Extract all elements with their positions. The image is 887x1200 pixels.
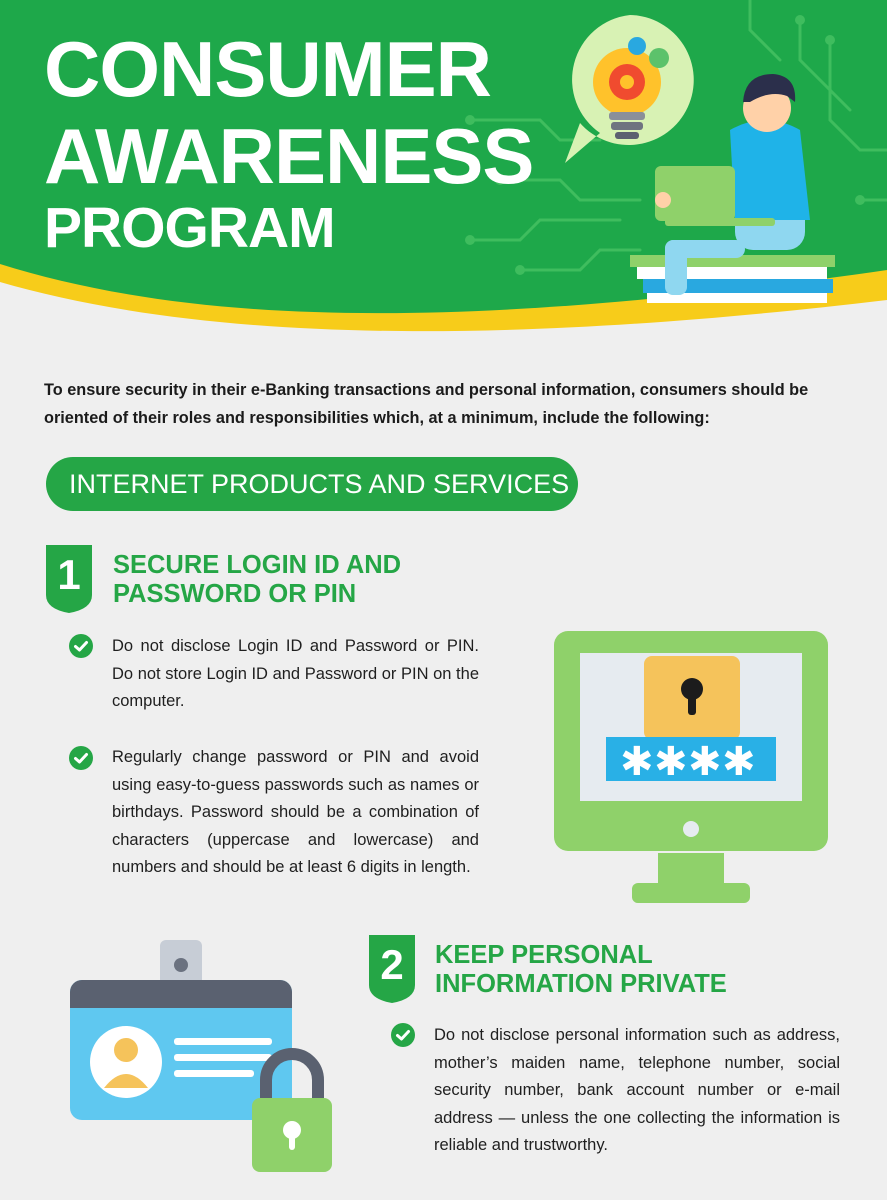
check-icon — [69, 634, 93, 658]
id-card-padlock-icon — [70, 940, 335, 1174]
person-with-laptop-and-lightbulb-icon — [555, 10, 855, 310]
svg-text:✱: ✱ — [722, 739, 756, 785]
computer-password-lock-icon — [554, 631, 830, 907]
item-2-bullet-1: Do not disclose personal information such as address, mother’s maiden name, telephone number, social security number, bank account number or e-mail address — unless the one collecting the information is reliable and trustworthy. — [434, 1026, 840, 1154]
svg-text:✱: ✱ — [688, 739, 722, 785]
section-heading: INTERNET PRODUCTS AND SERVICES — [46, 457, 578, 511]
svg-text:✱: ✱ — [654, 739, 688, 785]
item-1-title-line-1: SECURE LOGIN ID AND — [113, 551, 402, 579]
item-2-title-line-2: INFORMATION PRIVATE — [435, 970, 727, 998]
item-2-title-line-1: KEEP PERSONAL — [435, 941, 653, 969]
item-1-title-line-2: PASSWORD OR PIN — [113, 580, 357, 608]
item-2-number: 2 — [380, 941, 404, 988]
item-2-number-badge — [369, 935, 415, 1003]
svg-text:✱: ✱ — [620, 739, 654, 785]
check-icon — [391, 1023, 415, 1047]
title-line-1: CONSUMER — [44, 25, 492, 113]
item-1-number-badge — [46, 545, 92, 613]
intro-text: To ensure security in their e-Banking transactions and personal information, consumers should be oriented of their roles and responsibilities which, at a minimum, include the following: — [44, 381, 809, 427]
item-1-number: 1 — [57, 551, 81, 598]
check-icon — [69, 746, 93, 770]
title-line-2: AWARENESS — [44, 112, 534, 200]
title-line-3: PROGRAM — [44, 196, 335, 260]
item-1-bullet-1: Do not disclose Login ID and Password or PIN. Do not store Login ID and Password or PIN on the computer. — [112, 637, 479, 710]
item-1-bullet-2: Regularly change password or PIN and avoid using easy-to-guess passwords such as names or birthdays. Password should be a combination of characters (uppercase and lowercase) and numbers and should be at least 6 digits in length. — [112, 748, 479, 876]
